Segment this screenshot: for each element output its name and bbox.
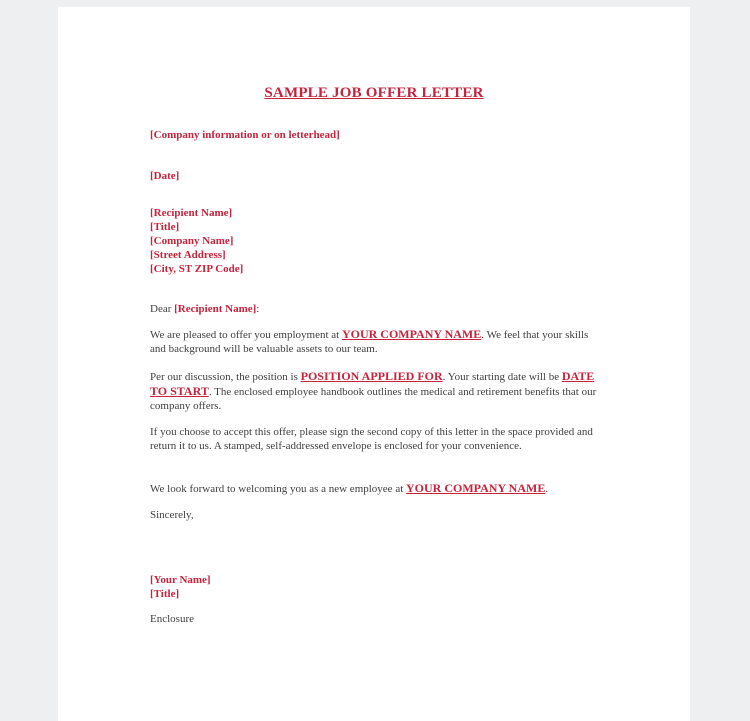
paragraph-welcome	[150, 481, 600, 496]
company-info-placeholder: [Company information or on letterhead]	[150, 129, 340, 141]
signer-block	[150, 573, 211, 601]
salutation-name: [Recipient Name]	[174, 303, 257, 315]
p1-text-a: We are pleased to offer you employment at	[150, 329, 342, 341]
position-placeholder: POSITION APPLIED FOR	[300, 369, 443, 383]
p1-text-b: . We feel that your skills and background will be valuable assets to our team.	[150, 329, 589, 355]
salutation	[150, 303, 259, 315]
recipient-city: [City, ST ZIP Code]	[150, 263, 244, 275]
document-page	[58, 7, 690, 721]
enclosure-note: Enclosure	[150, 613, 194, 625]
paragraph-position	[150, 369, 600, 413]
signer-name: [Your Name]	[150, 574, 211, 586]
company-name-placeholder-2: YOUR COMPANY NAME	[406, 481, 546, 495]
paragraph-offer	[150, 327, 600, 356]
letter-title: SAMPLE JOB OFFER LETTER	[264, 85, 484, 101]
closing: Sincerely,	[150, 509, 194, 521]
salutation-prefix: Dear	[150, 303, 175, 315]
recipient-title: [Title]	[150, 221, 180, 233]
p2-text-c: . The enclosed employee handbook outlines the medical and retirement benefits that our company offers.	[150, 386, 597, 412]
p2-text-a: Per our discussion, the position is	[150, 371, 301, 383]
p4-text-a: We look forward to welcoming you as a new employee at	[150, 483, 407, 495]
date-placeholder: [Date]	[150, 170, 180, 182]
start-date-placeholder: DATE TO START	[150, 369, 595, 398]
recipient-street: [Street Address]	[150, 249, 226, 261]
p4-text-b: .	[545, 483, 549, 495]
recipient-company: [Company Name]	[150, 235, 234, 247]
company-name-placeholder: YOUR COMPANY NAME	[341, 327, 482, 341]
salutation-suffix: :	[256, 303, 260, 315]
paragraph-accept: If you choose to accept this offer, please sign the second copy of this letter in the space provided and return it to us. A stamped, self-addressed envelope is enclosed for your convenience.	[150, 426, 593, 452]
p2-text-b: . Your starting date will be	[442, 371, 562, 383]
recipient-name: [Recipient Name]	[150, 207, 233, 219]
recipient-address-block	[150, 206, 243, 276]
signer-title: [Title]	[150, 588, 180, 600]
